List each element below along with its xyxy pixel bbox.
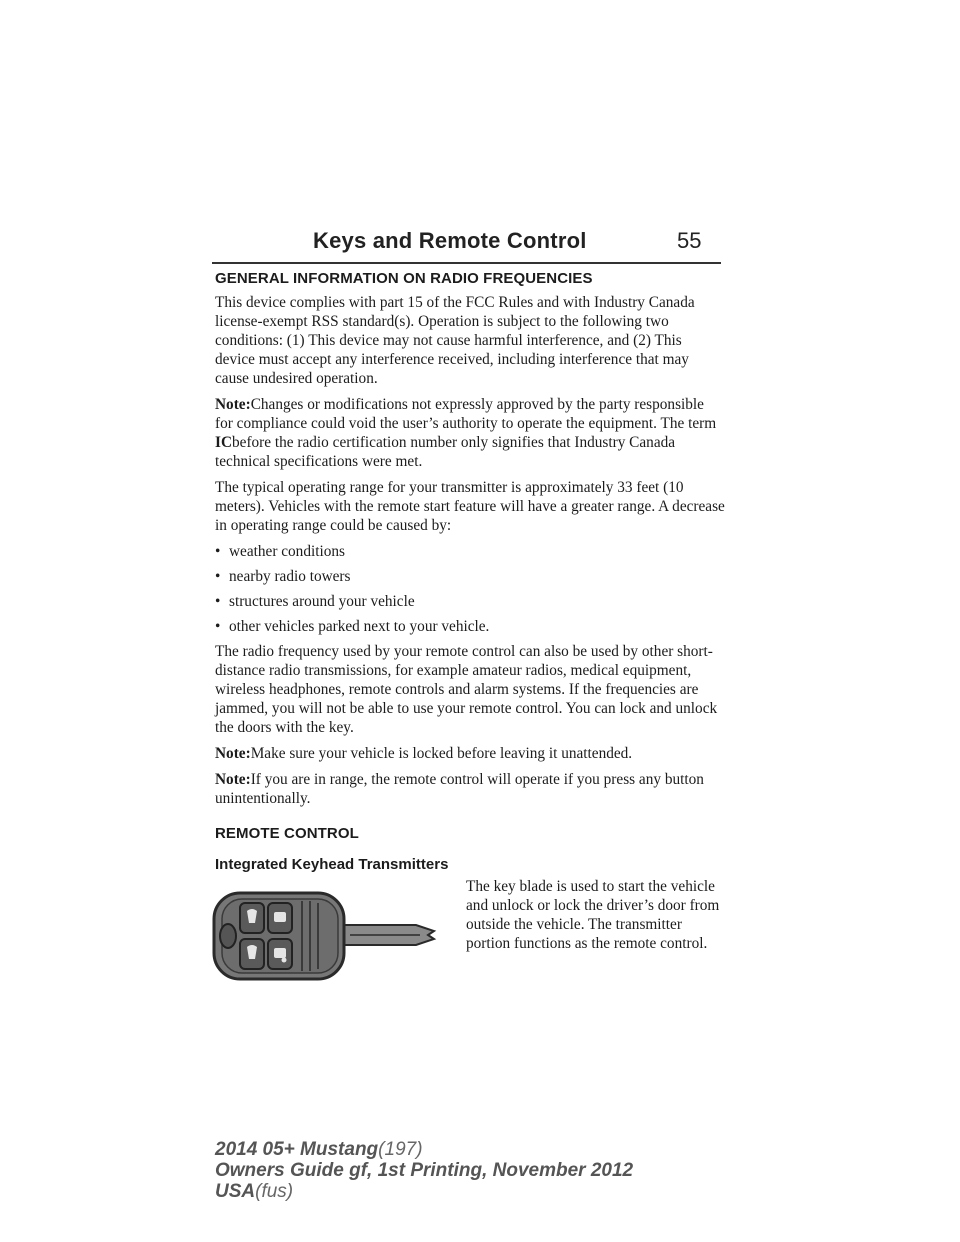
list-item-text: structures around your vehicle [229, 593, 415, 610]
ic-term: IC [215, 434, 232, 451]
key-blade-description: The key blade is used to start the vehicle and unlock or lock the driver’s door from outside the vehicle. The transmitter portion functions as the remote control. [466, 878, 720, 952]
footer-guide: Owners Guide gf, 1st Printing, November 2012 [215, 1160, 634, 1181]
page-footer [215, 1139, 633, 1202]
note-locked [215, 744, 725, 763]
bullet-icon: • [215, 593, 221, 610]
bullet-icon: • [215, 568, 221, 585]
page-section-title: Keys and Remote Control [313, 228, 587, 253]
page-content [215, 270, 725, 987]
key-figure-row [215, 877, 725, 987]
note-range [215, 770, 725, 808]
radio-frequencies-heading: GENERAL INFORMATION ON RADIO FREQUENCIES [215, 270, 593, 287]
page-number: 55 [677, 228, 702, 253]
footer-region: USA [215, 1181, 256, 1202]
header-divider [212, 262, 721, 264]
note-label: Note: [215, 771, 251, 788]
note-label: Note: [215, 396, 251, 413]
bullet-icon: • [215, 543, 221, 560]
note-label: Note: [215, 745, 251, 762]
keyhead-transmitters-subheading: Integrated Keyhead Transmitters [215, 856, 449, 873]
note-modifications-text-a: Changes or modifications not expressly approved by the party responsible for compliance could void the user’s authority to operate the equipment. The term [215, 396, 717, 432]
note-modifications [215, 395, 725, 471]
bullet-icon: • [215, 618, 221, 635]
note-locked-text: Make sure your vehicle is locked before leaving it unattended. [250, 745, 633, 762]
keyhead-transmitter-icon [210, 887, 450, 983]
list-item-text: weather conditions [229, 543, 345, 560]
frequency-interference-paragraph: The radio frequency used by your remote control can also be used by other short-distance radio transmissions, for example amateur radios, medical equipment, wireless headphones, remote controls and alarm systems. If the frequencies are jammed, you will not be able to use your remote control. You can lock and unlock the doors with the key. [215, 643, 718, 736]
list-item [215, 542, 725, 561]
footer-model-code: (197) [378, 1139, 423, 1160]
fcc-compliance-paragraph: This device complies with part 15 of the FCC Rules and with Industry Canada license-exempt RSS standard(s). Operation is subject to the following two conditions: (1) This device may not cause harmful interference, and (2) This device must accept any interference received, including interference that may cause undesired operation. [215, 294, 695, 387]
remote-control-heading: REMOTE CONTROL [215, 825, 359, 842]
note-modifications-text-b: before the radio certification number only signifies that Industry Canada technical specifications were met. [215, 434, 676, 470]
range-factors-list [215, 542, 725, 636]
operating-range-paragraph: The typical operating range for your transmitter is approximately 33 feet (10 meters). Vehicles with the remote start feature will have a greater range. A decrease in operating range could be caused by: [215, 479, 725, 534]
list-item-text: other vehicles parked next to your vehicle. [229, 618, 490, 635]
list-item [215, 617, 725, 636]
footer-model: 2014 05+ Mustang [215, 1139, 379, 1160]
note-range-text: If you are in range, the remote control will operate if you press any button unintentionally. [215, 771, 704, 807]
footer-region-code: (fus) [255, 1181, 294, 1202]
list-item [215, 567, 725, 586]
list-item [215, 592, 725, 611]
key-description [466, 877, 726, 953]
list-item-text: nearby radio towers [229, 568, 351, 585]
